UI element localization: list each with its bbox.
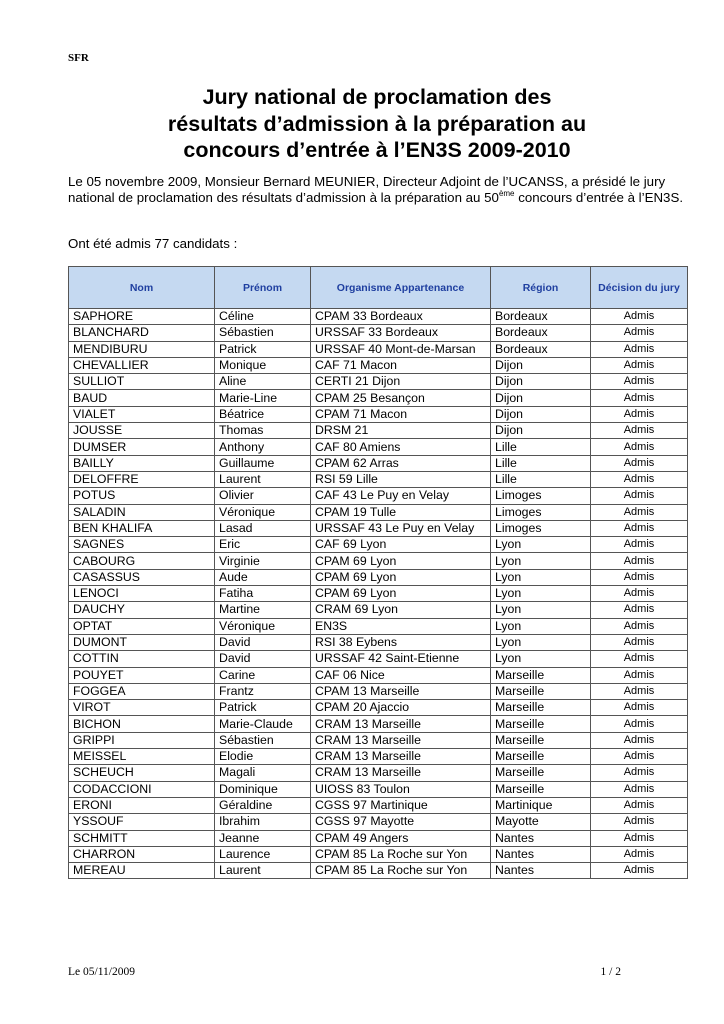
cell-nom: BICHON: [69, 716, 215, 732]
cell-prenom: Aline: [215, 374, 311, 390]
cell-prenom: Aude: [215, 569, 311, 585]
cell-prenom: Lasad: [215, 520, 311, 536]
cell-nom: CODACCIONI: [69, 781, 215, 797]
cell-decision: Admis: [591, 325, 688, 341]
intro-superscript: ème: [498, 189, 515, 199]
cell-region: Lyon: [491, 569, 591, 585]
table-row: [69, 846, 688, 862]
cell-decision: Admis: [591, 749, 688, 765]
cell-organisme: CPAM 19 Tulle: [311, 504, 491, 520]
table-body: [69, 309, 688, 879]
cell-region: Bordeaux: [491, 325, 591, 341]
cell-decision: Admis: [591, 683, 688, 699]
table-row: [69, 618, 688, 634]
intro-paragraph: [68, 174, 688, 207]
cell-decision: Admis: [591, 390, 688, 406]
table-row: [69, 814, 688, 830]
table-row: [69, 634, 688, 650]
cell-prenom: Thomas: [215, 423, 311, 439]
cell-nom: CABOURG: [69, 553, 215, 569]
results-table: [68, 266, 688, 879]
cell-prenom: Véronique: [215, 618, 311, 634]
cell-decision: Admis: [591, 797, 688, 813]
cell-organisme: CRAM 13 Marseille: [311, 716, 491, 732]
cell-nom: DAUCHY: [69, 602, 215, 618]
cell-prenom: Anthony: [215, 439, 311, 455]
cell-decision: Admis: [591, 700, 688, 716]
cell-organisme: CPAM 85 La Roche sur Yon: [311, 863, 491, 879]
cell-nom: ERONI: [69, 797, 215, 813]
cell-decision: Admis: [591, 569, 688, 585]
table-row: [69, 471, 688, 487]
title-line-2: résultats d’admission à la préparation au: [167, 111, 587, 136]
cell-region: Lyon: [491, 553, 591, 569]
cell-organisme: DRSM 21: [311, 423, 491, 439]
cell-decision: Admis: [591, 537, 688, 553]
cell-prenom: Fatiha: [215, 586, 311, 602]
table-row: [69, 716, 688, 732]
header-organisme: Organisme Appartenance: [311, 267, 491, 309]
cell-prenom: Laurent: [215, 863, 311, 879]
cell-organisme: URSSAF 42 Saint-Etienne: [311, 651, 491, 667]
cell-prenom: Patrick: [215, 341, 311, 357]
document-title: [68, 84, 686, 164]
cell-decision: Admis: [591, 488, 688, 504]
cell-organisme: CAF 43 Le Puy en Velay: [311, 488, 491, 504]
cell-region: Marseille: [491, 765, 591, 781]
cell-region: Marseille: [491, 700, 591, 716]
table-row: [69, 602, 688, 618]
cell-region: Nantes: [491, 863, 591, 879]
cell-organisme: CAF 71 Macon: [311, 357, 491, 373]
admitted-count: Ont été admis 77 candidats :: [68, 236, 238, 251]
cell-decision: Admis: [591, 423, 688, 439]
table-row: [69, 309, 688, 325]
cell-organisme: RSI 59 Lille: [311, 471, 491, 487]
table-row: [69, 455, 688, 471]
cell-organisme: CPAM 13 Marseille: [311, 683, 491, 699]
cell-prenom: Géraldine: [215, 797, 311, 813]
cell-prenom: Olivier: [215, 488, 311, 504]
cell-organisme: CPAM 20 Ajaccio: [311, 700, 491, 716]
title-line-3: concours d’entrée à l’EN3S 2009-2010: [183, 138, 571, 162]
cell-nom: BAILLY: [69, 455, 215, 471]
cell-organisme: CGSS 97 Martinique: [311, 797, 491, 813]
cell-organisme: CGSS 97 Mayotte: [311, 814, 491, 830]
cell-nom: SALADIN: [69, 504, 215, 520]
cell-decision: Admis: [591, 846, 688, 862]
cell-prenom: David: [215, 634, 311, 650]
cell-decision: Admis: [591, 357, 688, 373]
cell-prenom: Ibrahim: [215, 814, 311, 830]
cell-nom: DUMSER: [69, 439, 215, 455]
intro-text-after: concours d’entrée à l’EN3S.: [514, 190, 684, 206]
header-region: Région: [491, 267, 591, 309]
cell-nom: CHEVALLIER: [69, 357, 215, 373]
cell-prenom: Elodie: [215, 749, 311, 765]
cell-region: Dijon: [491, 423, 591, 439]
cell-decision: Admis: [591, 830, 688, 846]
table-row: [69, 357, 688, 373]
table-row: [69, 325, 688, 341]
cell-nom: CASASSUS: [69, 569, 215, 585]
table-row: [69, 374, 688, 390]
cell-decision: Admis: [591, 618, 688, 634]
cell-organisme: CPAM 71 Macon: [311, 406, 491, 422]
cell-prenom: Marie-Claude: [215, 716, 311, 732]
cell-decision: Admis: [591, 781, 688, 797]
cell-nom: VIALET: [69, 406, 215, 422]
cell-decision: Admis: [591, 667, 688, 683]
table-row: [69, 667, 688, 683]
cell-prenom: Marie-Line: [215, 390, 311, 406]
cell-nom: JOUSSE: [69, 423, 215, 439]
cell-decision: Admis: [591, 374, 688, 390]
cell-nom: SAPHORE: [69, 309, 215, 325]
cell-nom: GRIPPI: [69, 732, 215, 748]
cell-prenom: Véronique: [215, 504, 311, 520]
table-row: [69, 423, 688, 439]
cell-nom: VIROT: [69, 700, 215, 716]
table-row: [69, 863, 688, 879]
cell-region: Bordeaux: [491, 341, 591, 357]
table-row: [69, 781, 688, 797]
cell-decision: Admis: [591, 553, 688, 569]
table-row: [69, 537, 688, 553]
table-row: [69, 341, 688, 357]
cell-region: Lille: [491, 471, 591, 487]
header-decision: Décision du jury: [591, 267, 688, 309]
cell-nom: MENDIBURU: [69, 341, 215, 357]
cell-nom: DELOFFRE: [69, 471, 215, 487]
cell-decision: Admis: [591, 651, 688, 667]
cell-organisme: URSSAF 40 Mont-de-Marsan: [311, 341, 491, 357]
cell-region: Dijon: [491, 374, 591, 390]
table-row: [69, 797, 688, 813]
cell-nom: LENOCI: [69, 586, 215, 602]
cell-organisme: CRAM 13 Marseille: [311, 749, 491, 765]
cell-prenom: Carine: [215, 667, 311, 683]
cell-organisme: RSI 38 Eybens: [311, 634, 491, 650]
cell-organisme: URSSAF 33 Bordeaux: [311, 325, 491, 341]
cell-region: Limoges: [491, 504, 591, 520]
cell-organisme: CAF 80 Amiens: [311, 439, 491, 455]
cell-nom: SCHMITT: [69, 830, 215, 846]
cell-nom: SAGNES: [69, 537, 215, 553]
title-line-1: Jury national de proclamation des: [202, 85, 552, 109]
cell-organisme: CPAM 85 La Roche sur Yon: [311, 846, 491, 862]
cell-organisme: CPAM 25 Besançon: [311, 390, 491, 406]
cell-region: Lyon: [491, 602, 591, 618]
cell-prenom: Laurence: [215, 846, 311, 862]
cell-prenom: Virginie: [215, 553, 311, 569]
intro-text-before: Le 05 novembre 2009, Monsieur Bernard MEUNIER, Directeur Adjoint de l’UCANSS, a présidé le jury national de proclamation des résultats d’admission à la préparation au 50: [68, 174, 666, 206]
cell-organisme: CAF 69 Lyon: [311, 537, 491, 553]
cell-region: Marseille: [491, 716, 591, 732]
cell-prenom: Béatrice: [215, 406, 311, 422]
cell-nom: BAUD: [69, 390, 215, 406]
cell-nom: FOGGEA: [69, 683, 215, 699]
cell-nom: BLANCHARD: [69, 325, 215, 341]
cell-prenom: Patrick: [215, 700, 311, 716]
cell-decision: Admis: [591, 471, 688, 487]
cell-decision: Admis: [591, 602, 688, 618]
cell-decision: Admis: [591, 439, 688, 455]
cell-region: Limoges: [491, 488, 591, 504]
cell-decision: Admis: [591, 520, 688, 536]
cell-nom: COTTIN: [69, 651, 215, 667]
cell-organisme: CRAM 13 Marseille: [311, 732, 491, 748]
cell-organisme: CRAM 13 Marseille: [311, 765, 491, 781]
cell-prenom: Monique: [215, 357, 311, 373]
cell-nom: MEREAU: [69, 863, 215, 879]
table-row: [69, 749, 688, 765]
table-row: [69, 586, 688, 602]
cell-prenom: Sébastien: [215, 732, 311, 748]
cell-decision: Admis: [591, 309, 688, 325]
cell-region: Mayotte: [491, 814, 591, 830]
cell-decision: Admis: [591, 455, 688, 471]
cell-nom: BEN KHALIFA: [69, 520, 215, 536]
cell-organisme: CPAM 69 Lyon: [311, 569, 491, 585]
cell-region: Bordeaux: [491, 309, 591, 325]
cell-organisme: CRAM 69 Lyon: [311, 602, 491, 618]
footer-page-number: 1 / 2: [600, 966, 621, 978]
table-row: [69, 488, 688, 504]
cell-decision: Admis: [591, 732, 688, 748]
cell-organisme: CPAM 69 Lyon: [311, 586, 491, 602]
cell-region: Lyon: [491, 634, 591, 650]
table-row: [69, 651, 688, 667]
header-org: SFR: [68, 52, 89, 64]
cell-prenom: Frantz: [215, 683, 311, 699]
cell-nom: CHARRON: [69, 846, 215, 862]
cell-organisme: CERTI 21 Dijon: [311, 374, 491, 390]
table-row: [69, 732, 688, 748]
table-row: [69, 553, 688, 569]
cell-region: Marseille: [491, 683, 591, 699]
cell-region: Lyon: [491, 651, 591, 667]
table-row: [69, 830, 688, 846]
cell-decision: Admis: [591, 504, 688, 520]
cell-decision: Admis: [591, 863, 688, 879]
table-row: [69, 765, 688, 781]
cell-region: Limoges: [491, 520, 591, 536]
cell-organisme: CPAM 62 Arras: [311, 455, 491, 471]
cell-prenom: Guillaume: [215, 455, 311, 471]
cell-organisme: CPAM 33 Bordeaux: [311, 309, 491, 325]
cell-nom: MEISSEL: [69, 749, 215, 765]
cell-organisme: CAF 06 Nice: [311, 667, 491, 683]
cell-region: Dijon: [491, 357, 591, 373]
cell-organisme: CPAM 49 Angers: [311, 830, 491, 846]
header-nom: Nom: [69, 267, 215, 309]
table-row: [69, 439, 688, 455]
cell-nom: SULLIOT: [69, 374, 215, 390]
cell-region: Lille: [491, 455, 591, 471]
cell-nom: OPTAT: [69, 618, 215, 634]
cell-prenom: Jeanne: [215, 830, 311, 846]
cell-decision: Admis: [591, 634, 688, 650]
cell-prenom: David: [215, 651, 311, 667]
cell-prenom: Céline: [215, 309, 311, 325]
table-row: [69, 683, 688, 699]
cell-organisme: URSSAF 43 Le Puy en Velay: [311, 520, 491, 536]
table-header-row: [69, 267, 688, 309]
table-row: [69, 406, 688, 422]
cell-decision: Admis: [591, 716, 688, 732]
cell-region: Lille: [491, 439, 591, 455]
cell-region: Marseille: [491, 732, 591, 748]
cell-region: Lyon: [491, 618, 591, 634]
cell-region: Martinique: [491, 797, 591, 813]
cell-region: Lyon: [491, 586, 591, 602]
cell-prenom: Martine: [215, 602, 311, 618]
cell-prenom: Eric: [215, 537, 311, 553]
cell-nom: POUYET: [69, 667, 215, 683]
cell-prenom: Laurent: [215, 471, 311, 487]
cell-organisme: EN3S: [311, 618, 491, 634]
cell-nom: POTUS: [69, 488, 215, 504]
table-row: [69, 700, 688, 716]
cell-decision: Admis: [591, 814, 688, 830]
cell-prenom: Magali: [215, 765, 311, 781]
cell-region: Dijon: [491, 406, 591, 422]
cell-prenom: Sébastien: [215, 325, 311, 341]
cell-region: Marseille: [491, 667, 591, 683]
cell-organisme: UIOSS 83 Toulon: [311, 781, 491, 797]
cell-region: Marseille: [491, 749, 591, 765]
cell-region: Dijon: [491, 390, 591, 406]
cell-decision: Admis: [591, 341, 688, 357]
cell-region: Lyon: [491, 537, 591, 553]
cell-prenom: Dominique: [215, 781, 311, 797]
table-row: [69, 504, 688, 520]
cell-region: Nantes: [491, 846, 591, 862]
table-row: [69, 390, 688, 406]
cell-nom: DUMONT: [69, 634, 215, 650]
cell-decision: Admis: [591, 586, 688, 602]
cell-region: Nantes: [491, 830, 591, 846]
cell-organisme: CPAM 69 Lyon: [311, 553, 491, 569]
cell-nom: SCHEUCH: [69, 765, 215, 781]
table-row: [69, 569, 688, 585]
cell-region: Marseille: [491, 781, 591, 797]
cell-decision: Admis: [591, 406, 688, 422]
footer-date: Le 05/11/2009: [68, 966, 135, 978]
header-prenom: Prénom: [215, 267, 311, 309]
cell-nom: YSSOUF: [69, 814, 215, 830]
cell-decision: Admis: [591, 765, 688, 781]
table-row: [69, 520, 688, 536]
